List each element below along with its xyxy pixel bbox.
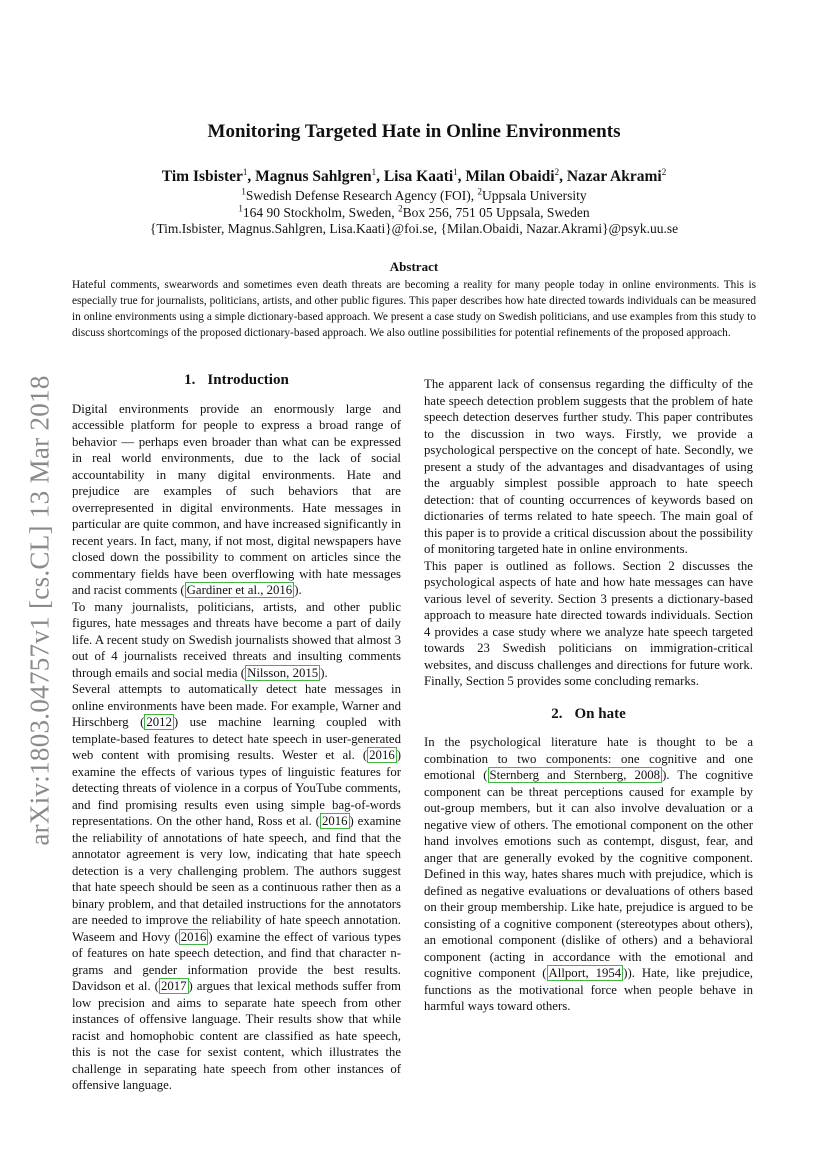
section-title: On hate (574, 705, 626, 722)
paragraph-text: ) examine the effects of various types of linguistic features for detecting threats of violence in a corpus of YouTube comments, and find promising results even using simple bag-of-words representations. On the other hand, Ross et al. ( (72, 748, 401, 828)
paragraph-text: To many journalists, politicians, artists, and other public figures, hate messages and threats have become a part of daily life. A recent study on Swedish journalists showed that almost 3 out of 4 journalists received threats and insulting comments through emails and social media ( (72, 599, 401, 680)
author-name: Tim Isbister (161, 168, 243, 185)
paragraph (72, 681, 401, 1094)
left-column (72, 370, 401, 1094)
paragraph-text: ). (294, 583, 302, 597)
paragraph (72, 401, 401, 599)
paragraph-text: Digital environments provide an enormously large and accessible platform for people to express a broad range of behavior — perhaps even broader than what can be expressed in real world environments, due to the lack of social accountability in many digital environments. Hate and prejudice are examples of such behaviors that are overrepresented in digital environments. Hate messages in particular are quite common, and have increased significantly in recent years. In fact, many, if not most, digital newspapers have closed down the possibility to comment on articles since the commentary fields have been overflowing with hate messages and racist comments ( (72, 401, 401, 597)
paragraph (424, 734, 753, 1015)
paragraph-text: Several attempts to automatically detect hate messages in online environments have been made. For example, Warner and Hirschberg ( (72, 682, 401, 729)
author-name: Magnus Sahlgren (255, 168, 372, 185)
citation-link[interactable]: 2016 (180, 929, 207, 944)
citation-link[interactable]: Gardiner et al., 2016 (186, 583, 293, 597)
paragraph-text: ). The cognitive component can be threat perceptions caused for example by out-group members, but it can also involve devaluation or a negative view of others. The emotional component on the other hand involves emotions such as contempt, disgust, fear, and anger that are generally evoked by the cognitive component. Defined in this way, hates shares much with prejudice, which is defined as negative evaluations or devaluations of others based on their group membership. Like hate, prejudice is argued to be consisting of a cognitive component (stereotypes about others), an emotional component (dislike of others) and a behavioral component (acting in accordance with the emotional and cognitive component ( (424, 768, 754, 980)
author-name: Lisa Kaati (383, 168, 454, 185)
paragraph-text: ). (320, 665, 328, 680)
abstract-text: Hateful comments, swearwords and sometimes even death threats are becoming a reality for many people today in online environments. This is especially true for journalists, politicians, artists, and other public figures. This paper describes how hate directed towards individuals can be measured in online environments using a simple dictionary-based approach. We present a case study on Swedish politicians, and use examples from this study to discuss shortcomings of the proposed dictionary-based approach. We also outline possibilities for potential refinements of the proposed approach. (72, 279, 756, 339)
citation-link[interactable]: Sternberg and Sternberg, 2008 (489, 768, 661, 782)
paragraph-text: In the psychological literature hate is thought to be a combination to two components: one cognitive and one emotional ( (424, 735, 753, 782)
address-text: Box 256, 751 05 Uppsala, Sweden (402, 205, 590, 220)
author-name: Nazar Akrami (566, 168, 662, 185)
paragraph-text: ) examine the reliability of annotations of hate speech, and find that the annotator agreement is very low, indicating that hate speech detection is a very challenging problem. The authors suggest that hate speech should be seen as a continuous rather then as a binary problem, and that detailed instructions for the annotators are needed to improve the reliability of hate speech annotation. Waseem and Hovy ( (72, 814, 401, 944)
section-heading-on-hate (424, 706, 753, 723)
affiliation-name: Swedish Defense Research Agency (FOI), (245, 188, 478, 203)
paper-title: Monitoring Targeted Hate in Online Environments (207, 121, 621, 142)
citation-link[interactable]: 2016 (369, 748, 395, 762)
affiliation-line (0, 188, 828, 204)
paragraph (72, 599, 401, 682)
arxiv-side-stamp (22, 360, 58, 860)
author-affiliation-mark: 1 (453, 166, 458, 177)
citation-link[interactable]: 2016 (321, 814, 348, 828)
paragraph-text: ) argues that lexical methods suffer from low precision and aims to separate hate speech from other instances of offensive language. Their results show that while racist and homophobic content are classified as hate speech, this is not the case for sexist content, which illustrates the challenge in separating hate speech from other instances of offensive language. (72, 979, 401, 1092)
email-line: {Tim.Isbister, Magnus.Sahlgren, Lisa.Kaati}@foi.se, {Milan.Obaidi, Nazar.Akrami}@psyk.uu.se (149, 221, 679, 236)
affiliation-mark: 2 (477, 186, 483, 197)
author-affiliation-mark: 2 (554, 166, 560, 177)
paragraph: The apparent lack of consensus regarding the difficulty of the hate speech detection problem suggests that the problem of hate speech detection deserves further study. This paper contributes to the discussion in two ways. Firstly, we provide a psychological perspective on the concept of hate. Secondly, we present a study of the advantages and disadvantages of using the arguably simplest possible approach to hate speech detection: that of counting occurrences of keywords based on dictionaries of terms related to hate speech. The main goal of this paper is to provide a critical discussion about the possibility of monitoring targeted hate in online environments. (424, 377, 753, 556)
citation-link[interactable]: 2017 (160, 979, 187, 993)
address-mark: 1 (238, 203, 243, 214)
paragraph-text: ) use machine learning coupled with template-based features to detect hate speech in user-generated web content with promising results. Wester et al. ( (72, 715, 401, 762)
citation-link[interactable]: Allport, 1954 (548, 966, 622, 980)
paragraph-text: ) examine the effect of various types of features on hate speech detection, and find that character n-grams and gender information provide the best results. Davidson et al. ( (72, 929, 401, 993)
arxiv-identifier: arXiv:1803.04757v1 [cs.CL] 13 Mar 2018 (24, 374, 55, 846)
author-affiliation-mark: 1 (242, 166, 248, 177)
right-column (424, 376, 753, 1015)
abstract-heading: Abstract (389, 259, 439, 274)
affiliation-mark: 1 (241, 186, 246, 197)
address-text: 164 90 Stockholm, Sweden, (242, 205, 399, 220)
address-line (0, 205, 828, 221)
paragraph: This paper is outlined as follows. Section 2 discusses the psychological aspects of hate and how hate messages can have various level of severity. Section 3 presents a dictionary-based approach to measure hate directed towards individuals. Section 4 provides a case study where we analyze hate speech targeted towards 23 Swedish politicians on immigration-critical websites, and discuss challenges and directions for future work. Finally, Section 5 provides some concluding remarks. (424, 558, 753, 688)
paragraph-text: )). Hate, like prejudice, functions as the motivational force when people behave in harmful ways toward others. (424, 966, 753, 1013)
citation-link[interactable]: 2012 (146, 715, 172, 729)
address-mark: 2 (398, 203, 403, 214)
section-number: 2. (551, 705, 563, 722)
section-heading-introduction (72, 372, 401, 389)
author-affiliation-mark: 1 (371, 166, 377, 177)
author-list: Tim Isbister$^1$, Magnus Sahlgren$^1$, Lisa Kaati$^1$, Milan Obaidi$^2$, Nazar Akrami$^2$ (161, 166, 667, 185)
section-title: Introduction (207, 372, 289, 388)
author-name: Milan Obaidi (465, 168, 555, 185)
section-number: 1. (184, 372, 196, 388)
affiliation-name: Uppsala University (482, 188, 587, 203)
citation-link[interactable]: Nilsson, 2015 (247, 665, 319, 680)
author-affiliation-mark: 2 (661, 166, 667, 177)
